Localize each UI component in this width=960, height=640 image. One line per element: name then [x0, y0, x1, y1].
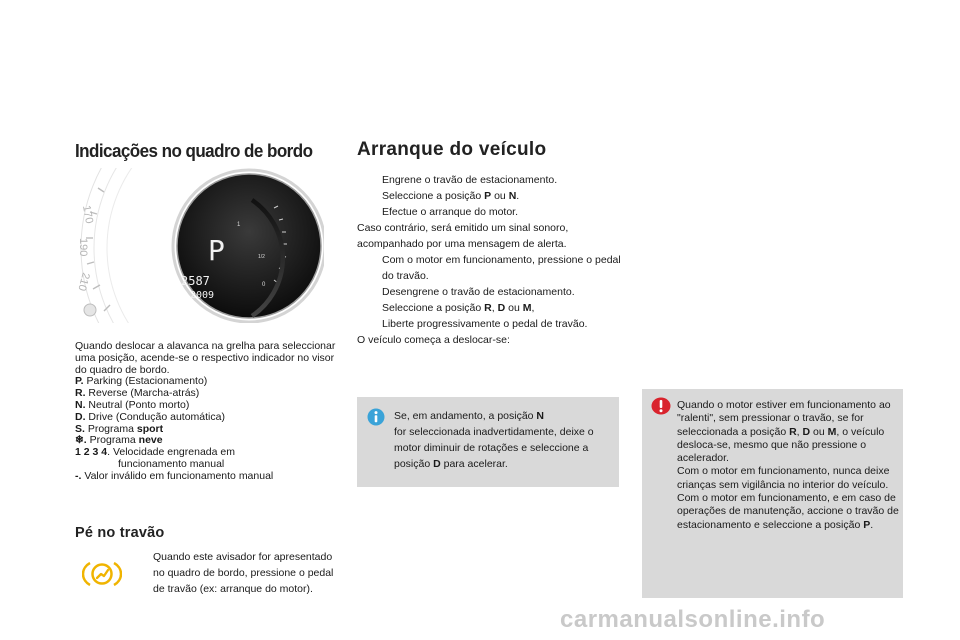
brake-pedal-warning-icon [82, 560, 122, 588]
step-closing: O veículo começa a deslocar-se: [357, 334, 510, 346]
legend-item-neutral: N. Neutral (Ponto morto) [75, 398, 190, 411]
step-release-brake: Liberte progressivamente o pedal de travão. [382, 318, 588, 330]
step-select-rdm: Seleccione a posição R, D ou M, [382, 302, 535, 314]
info-box [357, 397, 619, 487]
step-parking-brake: Engrene o travão de estacionamento. [382, 174, 558, 186]
warning-box [642, 389, 903, 598]
fuel-scale-empty: 0 [262, 282, 266, 288]
legend-item-manual-cont: funcionamento manual [118, 457, 225, 470]
warning-icon [651, 397, 671, 415]
step-note: Caso contrário, será emitido um sinal sonoro, acompanhado por uma mensagem de alerta. [357, 222, 569, 250]
fuel-scale-full: 1 [237, 222, 241, 228]
brake-heading: Pé no travão [75, 525, 165, 541]
instrument-cluster-illustration [74, 168, 324, 323]
watermark: carmanualsonline.info [560, 606, 826, 633]
step-select-p-or-n: Seleccione a posição P ou N. [382, 190, 520, 202]
legend-item-drive: D. Drive (Condução automática) [75, 410, 225, 423]
legend-item-manual: 1 2 3 4. Velocidade engrenada em [75, 446, 235, 459]
brake-step: Quando este avisador for apresentado no quadro de bordo, pressione o pedal de travão (ex: arranque do motor). [153, 551, 334, 595]
step-press-brake: Com o motor em funcionamento, pressione o pedal do travão. [382, 254, 621, 282]
gear-indicator: P [208, 234, 225, 267]
info-icon [367, 408, 385, 426]
legend-item-invalid: -. Valor inválido em funcionamento manual [75, 469, 274, 482]
gear-legend [75, 341, 345, 483]
legend-item-parking: P. Parking (Estacionamento) [75, 375, 208, 388]
fuel-scale-half: 1/2 [258, 254, 265, 260]
legend-item-snow: ❄. Programa neve [75, 434, 163, 447]
brake-instructions [130, 549, 345, 597]
speed-label-190: 190 [77, 238, 89, 257]
warning-box-text: Quando o motor estiver em funcionamento ao "ralenti", sem pressionar o travão, se for seleccionada a posição R, D ou M, o veículo desloca-se, mesmo que não pressione o acelerador. Com o motor em funcionamento, nunca deixe crianças sem vigilância no interior do veículo. Com o motor em funcionamento, e em caso de operações de manutenção, accione o travão de estacionamento e seleccione a posição P. [677, 399, 899, 531]
start-steps [357, 172, 627, 348]
dashboard-heading: Indicações no quadro de bordo [75, 140, 313, 161]
step-start-engine: Efectue o arranque do motor. [382, 206, 519, 218]
speed-label-210: 210 [75, 271, 92, 293]
speed-label-170: 170 [80, 204, 96, 225]
step-release-parking-brake: Desengrene o travão de estacionamento. [382, 286, 575, 298]
trip-readout: 2009 [190, 290, 215, 301]
start-heading: Arranque do veículo [357, 139, 547, 160]
odometer-readout: 2587 [181, 274, 210, 288]
info-box-text: Se, em andamento, a posição N for seleccionada inadvertidamente, deixe o motor diminuir de rotações e seleccione a posição D para acelerar. [394, 410, 594, 470]
legend-intro: Quando deslocar a alavanca na grelha para seleccionar uma posição, acende-se o respectivo indicador no visor do quadro de bordo. [75, 340, 336, 376]
legend-item-reverse: R. Reverse (Marcha-atrás) [75, 387, 200, 400]
legend-item-sport: S. Programa sport [75, 422, 164, 435]
